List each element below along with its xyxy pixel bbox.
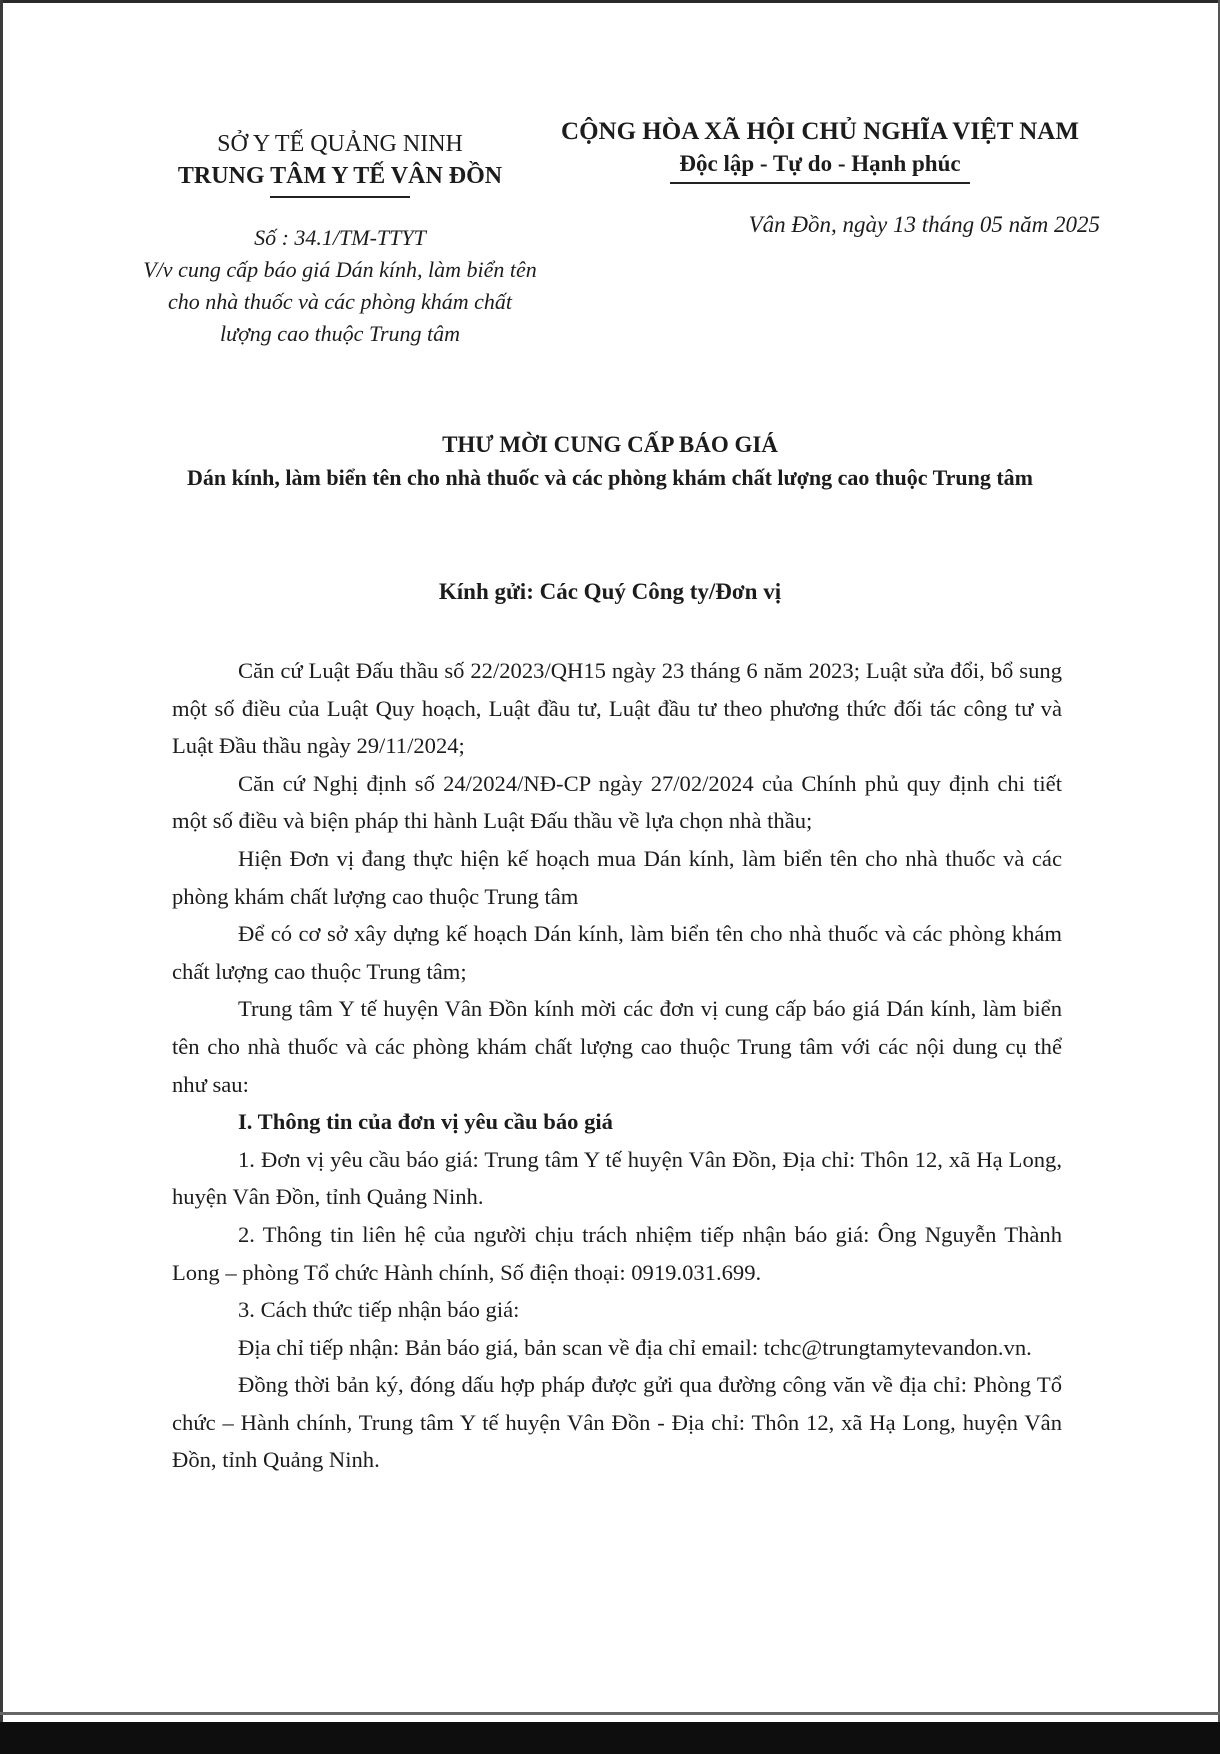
postal-address: Đồng thời bản ký, đóng dấu hợp pháp được gửi qua đường công văn về địa chỉ: Phòng Tổ chức – Hành chính, Trung tâm Y tế huyện Vân Đồn - Địa chỉ: Thôn 12, xã Hạ Long, huyện Vân Đồn, tỉnh Quảng Ninh. (172, 1372, 1062, 1473)
organization-name: TRUNG TÂM Y TẾ VÂN ĐỒN (177, 163, 503, 189)
motto-underline (670, 182, 970, 184)
invitation-paragraph: Trung tâm Y tế huyện Vân Đồn kính mời các đơn vị cung cấp báo giá Dán kính, làm biển tên cho nhà thuốc và các phòng khám chất lượng cao thuộc Trung tâm với các nội dung cụ thể như sau: (172, 996, 1062, 1097)
organization-underline (270, 196, 410, 198)
requesting-unit: 1. Đơn vị yêu cầu báo giá: Trung tâm Y tế huyện Vân Đồn, Địa chỉ: Thôn 12, xã Hạ Long, huyện Vân Đồn, tỉnh Quảng Ninh. (172, 1146, 1062, 1210)
national-motto: Độc lập - Tự do - Hạnh phúc (679, 151, 961, 176)
document-subject: V/v cung cấp báo giá Dán kính, làm biển tên cho nhà thuốc và các phòng khám chất lượng cao thuộc Trung tâm (143, 257, 537, 346)
issuing-organization (150, 128, 530, 198)
receiving-address: Địa chỉ tiếp nhận: Bản báo giá, bản scan về địa chỉ email: tchc@trungtamytevandon.vn. (238, 1334, 1032, 1360)
receiving-method: 3. Cách thức tiếp nhận báo giá: (238, 1297, 520, 1323)
nation-name: CỘNG HÒA XÃ HỘI CHỦ NGHĨA VIỆT NAM (561, 118, 1079, 145)
document-number: Số : 34.1/TM-TTYT (254, 225, 426, 250)
letter-title: THƯ MỜI CUNG CẤP BÁO GIÁ (442, 432, 778, 457)
national-heading (555, 116, 1085, 184)
legal-basis-paragraph: Căn cứ Luật Đấu thầu số 22/2023/QH15 ngày 23 tháng 6 năm 2023; Luật sửa đổi, bổ sung một số điều của Luật Quy hoạch, Luật đầu tư, Luật đầu tư theo phương thức đối tác công tư và Luật Đầu thầu ngày 29/11/2024; (172, 658, 1062, 759)
section-heading: I. Thông tin của đơn vị yêu cầu báo giá (238, 1109, 613, 1135)
purpose-paragraph: Để có cơ sở xây dựng kế hoạch Dán kính, làm biển tên cho nhà thuốc và các phòng khám chất lượng cao thuộc Trung tâm; (172, 921, 1062, 984)
scan-edge-bottom-line (0, 1712, 1220, 1715)
plan-paragraph: Hiện Đơn vị đang thực hiện kế hoạch mua Dán kính, làm biển tên cho nhà thuốc và các phòng khám chất lượng cao thuộc Trung tâm (172, 845, 1062, 909)
contact-person: 2. Thông tin liên hệ của người chịu trách nhiệm tiếp nhận báo giá: Ông Nguyễn Thành Long – phòng Tổ chức Hành chính, Số điện thoại: 0919.031.699. (172, 1221, 1062, 1285)
scan-edge-left (0, 0, 3, 1754)
letter-subtitle: Dán kính, làm biển tên cho nhà thuốc và các phòng khám chất lượng cao thuộc Trung tâm (186, 465, 1034, 490)
salutation: Kính gửi: Các Quý Công ty/Đơn vị (438, 579, 782, 604)
letter-body (172, 652, 1062, 1479)
scan-edge-top (0, 0, 1220, 3)
legal-basis-paragraph: Căn cứ Nghị định số 24/2024/NĐ-CP ngày 27/02/2024 của Chính phủ quy định chi tiết một số điều và biện pháp thi hành Luật Đấu thầu về lựa chọn nhà thầu; (172, 770, 1062, 834)
scan-edge-bottom (0, 1722, 1220, 1754)
place-and-date: Vân Đồn, ngày 13 tháng 05 năm 2025 (748, 212, 1100, 237)
parent-organization: SỞ Y TẾ QUẢNG NINH (217, 131, 463, 157)
